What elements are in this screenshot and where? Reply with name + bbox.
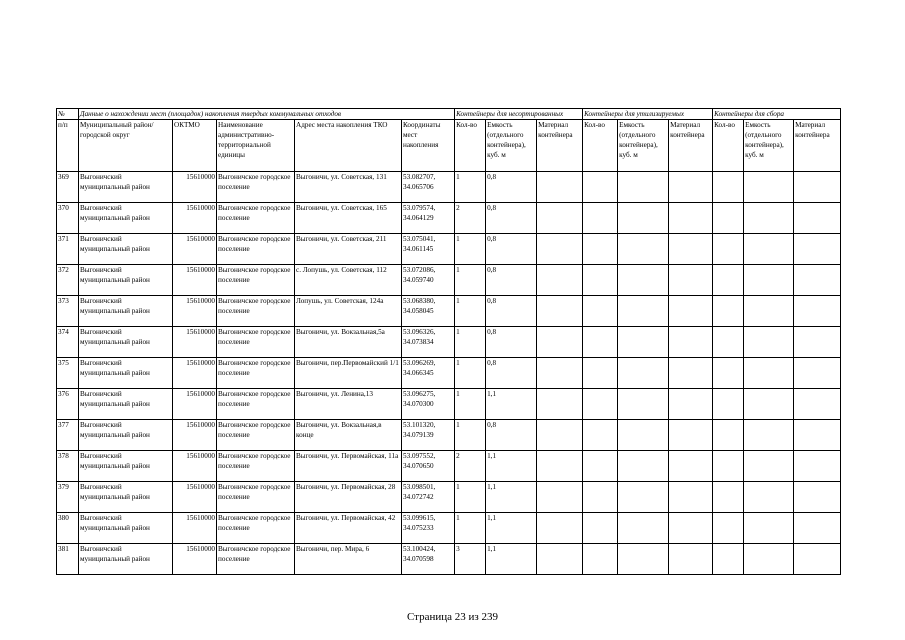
row-unsorted-capacity: 1,1 [486,513,537,544]
row-coords: 53.075041, 34.061145 [402,234,455,265]
row-coords: 53.096269, 34.066345 [402,358,455,389]
row-collect-count [713,389,744,420]
row-unsorted-capacity: 1,1 [486,482,537,513]
row-address: Выгоничи, ул. Первомайская, 28 [295,482,402,513]
row-oktmo: 15610000 [173,327,217,358]
row-collect-material [794,265,841,296]
row-unsorted-count: 1 [455,296,486,327]
row-no: 374 [57,327,79,358]
row-unsorted-count: 1 [455,389,486,420]
row-collect-capacity [744,513,794,544]
row-recycled-count [583,544,618,575]
row-oktmo: 15610000 [173,513,217,544]
row-address: Выгоничи, ул. Советская, 131 [295,172,402,203]
row-recycled-count [583,513,618,544]
row-unsorted-capacity: 1,1 [486,544,537,575]
row-collect-capacity [744,358,794,389]
row-collect-count [713,420,744,451]
row-address: Выгоничи, ул. Вокзальная,в конце [295,420,402,451]
row-address: Выгоничи, ул. Первомайская, 11а [295,451,402,482]
header-col-collect-count: Кол-во [713,120,744,172]
row-collect-count [713,203,744,234]
row-unsorted-count: 1 [455,234,486,265]
row-unsorted-material [537,203,583,234]
row-unit: Выгоничское городское поселение [217,234,295,265]
row-recycled-material [669,420,713,451]
row-address: Выгоничи, ул. Вокзальная,5а [295,327,402,358]
row-no: 380 [57,513,79,544]
row-unsorted-capacity: 0,8 [486,172,537,203]
row-unsorted-material [537,265,583,296]
table-row [57,420,841,451]
row-collect-capacity [744,544,794,575]
table-row [57,513,841,544]
row-recycled-count [583,482,618,513]
row-recycled-count [583,327,618,358]
page-number: Страница 23 из 239 [406,611,499,623]
row-recycled-capacity [618,327,669,358]
row-collect-capacity [744,482,794,513]
row-recycled-capacity [618,389,669,420]
row-unit: Выгоничское городское поселение [217,451,295,482]
row-address: Выгоничи, ул. Советская, 211 [295,234,402,265]
row-unit: Выгоничское городское поселение [217,544,295,575]
table-row [57,265,841,296]
row-collect-material [794,358,841,389]
row-district: Выгоничский муниципальный район [79,420,173,451]
registry-table [56,108,841,575]
row-collect-material [794,234,841,265]
row-collect-material [794,482,841,513]
row-recycled-material [669,513,713,544]
row-coords: 53.099615, 34.075233 [402,513,455,544]
row-recycled-count [583,451,618,482]
table-row [57,389,841,420]
row-coords: 53.082707, 34.065706 [402,172,455,203]
row-unsorted-material [537,420,583,451]
row-coords: 53.101320, 34.079139 [402,420,455,451]
row-oktmo: 15610000 [173,172,217,203]
table-row [57,482,841,513]
row-address: Выгоничи, ул. Первомайская, 42 [295,513,402,544]
row-address: Выгоничи, ул. Ленина,13 [295,389,402,420]
row-recycled-capacity [618,544,669,575]
row-unsorted-material [537,389,583,420]
row-collect-material [794,544,841,575]
row-recycled-capacity [618,172,669,203]
row-coords: 53.072086, 34.059740 [402,265,455,296]
row-unsorted-count: 2 [455,203,486,234]
table-row [57,544,841,575]
row-no: 378 [57,451,79,482]
row-recycled-count [583,358,618,389]
header-no: № [57,109,79,120]
row-no: 371 [57,234,79,265]
header-group-unsorted: Контейнеры для несортированных [455,109,583,120]
row-recycled-count [583,389,618,420]
row-collect-material [794,389,841,420]
row-coords: 53.100424, 34.070598 [402,544,455,575]
row-recycled-material [669,389,713,420]
header-row-columns [57,120,841,172]
row-address: Выгоничи, пер.Первомайский 1/1 [295,358,402,389]
row-unsorted-capacity: 0,8 [486,234,537,265]
row-unsorted-material [537,451,583,482]
row-recycled-material [669,265,713,296]
row-unsorted-capacity: 0,8 [486,265,537,296]
row-collect-count [713,482,744,513]
row-collect-material [794,172,841,203]
header-col-unsorted-material: Материал контейнера [537,120,583,172]
row-unit: Выгоничское городское поселение [217,513,295,544]
table-row [57,327,841,358]
header-col-unsorted-capacity: Емкость (отдельного контейнера), куб. м [486,120,537,172]
row-collect-count [713,172,744,203]
row-collect-count [713,544,744,575]
header-col-collect-capacity: Емкость (отдельного контейнера), куб. м [744,120,794,172]
header-col-recycled-count: Кол-во [583,120,618,172]
row-unsorted-count: 1 [455,513,486,544]
row-recycled-capacity [618,358,669,389]
row-collect-capacity [744,389,794,420]
row-collect-material [794,420,841,451]
header-col-oktmo: ОКТМО [173,120,217,172]
row-unsorted-capacity: 1,1 [486,389,537,420]
row-collect-capacity [744,296,794,327]
row-unsorted-count: 1 [455,172,486,203]
table-row [57,234,841,265]
row-oktmo: 15610000 [173,451,217,482]
row-unit: Выгоничское городское поселение [217,358,295,389]
row-recycled-capacity [618,513,669,544]
row-unit: Выгоничское городское поселение [217,327,295,358]
row-unsorted-count: 1 [455,482,486,513]
row-collect-material [794,513,841,544]
row-collect-material [794,296,841,327]
row-unsorted-count: 1 [455,358,486,389]
row-no: 381 [57,544,79,575]
row-unsorted-material [537,513,583,544]
table-row [57,172,841,203]
row-collect-count [713,358,744,389]
row-unsorted-count: 1 [455,327,486,358]
table-row [57,296,841,327]
row-oktmo: 15610000 [173,389,217,420]
row-oktmo: 15610000 [173,482,217,513]
row-recycled-material [669,296,713,327]
row-address: Выгоничи, пер. Мира, 6 [295,544,402,575]
header-col-unsorted-count: Кол-во [455,120,486,172]
row-collect-capacity [744,203,794,234]
row-coords: 53.079574, 34.064129 [402,203,455,234]
row-unsorted-material [537,358,583,389]
row-no: 376 [57,389,79,420]
row-coords: 53.068380, 34.058045 [402,296,455,327]
row-recycled-material [669,327,713,358]
row-collect-material [794,203,841,234]
row-recycled-material [669,358,713,389]
row-district: Выгоничский муниципальный район [79,234,173,265]
row-collect-count [713,451,744,482]
row-recycled-material [669,172,713,203]
row-oktmo: 15610000 [173,203,217,234]
header-group-recycled: Контейнеры для утилизируемых [583,109,713,120]
row-unsorted-material [537,327,583,358]
row-collect-material [794,327,841,358]
row-coords: 53.096326, 34.073834 [402,327,455,358]
row-coords: 53.097552, 34.070650 [402,451,455,482]
header-col-coords: Координаты мест накопления [402,120,455,172]
row-recycled-count [583,203,618,234]
header-col-unit: Наименование административно-территориальной единицы [217,120,295,172]
row-unsorted-material [537,172,583,203]
row-unsorted-capacity: 1,1 [486,451,537,482]
row-collect-capacity [744,172,794,203]
row-recycled-count [583,420,618,451]
row-district: Выгоничский муниципальный район [79,203,173,234]
header-row-groups [57,109,841,120]
row-no: 377 [57,420,79,451]
row-recycled-capacity [618,482,669,513]
row-no: 379 [57,482,79,513]
row-unit: Выгоничское городское поселение [217,389,295,420]
header-group-main: Данные о нахождении мест (площадок) накопления твердых коммунальных отходов [79,109,455,120]
row-collect-count [713,296,744,327]
row-district: Выгоничский муниципальный район [79,172,173,203]
row-coords: 53.096275, 34.070300 [402,389,455,420]
row-oktmo: 15610000 [173,234,217,265]
row-coords: 53.098501, 34.072742 [402,482,455,513]
header-no-sub: п/п [57,120,79,172]
row-recycled-capacity [618,234,669,265]
row-district: Выгоничский муниципальный район [79,358,173,389]
row-recycled-material [669,234,713,265]
header-col-recycled-material: Материал контейнера [669,120,713,172]
row-unsorted-capacity: 0,8 [486,296,537,327]
row-recycled-capacity [618,451,669,482]
row-address: Выгоничи, ул. Советская, 165 [295,203,402,234]
row-oktmo: 15610000 [173,544,217,575]
row-district: Выгоничский муниципальный район [79,513,173,544]
row-district: Выгоничский муниципальный район [79,389,173,420]
row-no: 369 [57,172,79,203]
row-recycled-count [583,296,618,327]
row-oktmo: 15610000 [173,358,217,389]
row-unsorted-capacity: 0,8 [486,420,537,451]
header-group-collect: Контейнеры для сбора [713,109,841,120]
row-collect-capacity [744,265,794,296]
row-unsorted-material [537,482,583,513]
row-oktmo: 15610000 [173,420,217,451]
row-unsorted-capacity: 0,8 [486,203,537,234]
row-unit: Выгоничское городское поселение [217,420,295,451]
row-district: Выгоничский муниципальный район [79,451,173,482]
row-unsorted-count: 1 [455,420,486,451]
row-unit: Выгоничское городское поселение [217,203,295,234]
row-no: 372 [57,265,79,296]
table-row [57,203,841,234]
row-district: Выгоничский муниципальный район [79,296,173,327]
row-no: 375 [57,358,79,389]
row-address: с. Лопушь, ул. Советская, 112 [295,265,402,296]
row-no: 370 [57,203,79,234]
row-recycled-capacity [618,265,669,296]
row-recycled-material [669,482,713,513]
row-collect-count [713,234,744,265]
row-unit: Выгоничское городское поселение [217,265,295,296]
row-collect-count [713,327,744,358]
row-address: Лопушь, ул. Советская, 124а [295,296,402,327]
row-collect-capacity [744,234,794,265]
row-unsorted-count: 2 [455,451,486,482]
row-recycled-material [669,203,713,234]
header-col-district: Муниципальный район/городской округ [79,120,173,172]
row-district: Выгоничский муниципальный район [79,544,173,575]
row-recycled-capacity [618,420,669,451]
row-collect-count [713,265,744,296]
header-col-address: Адрес места накопления ТКО [295,120,402,172]
row-recycled-material [669,544,713,575]
row-unsorted-count: 1 [455,265,486,296]
row-unit: Выгоничское городское поселение [217,172,295,203]
row-unsorted-material [537,296,583,327]
row-recycled-count [583,265,618,296]
row-collect-capacity [744,420,794,451]
row-no: 373 [57,296,79,327]
row-unit: Выгоничское городское поселение [217,482,295,513]
row-recycled-material [669,451,713,482]
row-oktmo: 15610000 [173,296,217,327]
row-recycled-count [583,172,618,203]
header-col-collect-material: Материал контейнера [794,120,841,172]
row-recycled-capacity [618,203,669,234]
row-unsorted-capacity: 0,8 [486,327,537,358]
table-row [57,451,841,482]
row-collect-material [794,451,841,482]
row-district: Выгоничский муниципальный район [79,482,173,513]
row-collect-capacity [744,327,794,358]
row-unsorted-count: 3 [455,544,486,575]
row-district: Выгоничский муниципальный район [79,265,173,296]
row-recycled-capacity [618,296,669,327]
row-unsorted-material [537,234,583,265]
row-unsorted-material [537,544,583,575]
row-oktmo: 15610000 [173,265,217,296]
row-recycled-count [583,234,618,265]
row-unit: Выгоничское городское поселение [217,296,295,327]
row-collect-count [713,513,744,544]
row-district: Выгоничский муниципальный район [79,327,173,358]
header-col-recycled-capacity: Емкость (отдельного контейнера), куб. м [618,120,669,172]
row-unsorted-capacity: 0,8 [486,358,537,389]
table-row [57,358,841,389]
row-collect-capacity [744,451,794,482]
